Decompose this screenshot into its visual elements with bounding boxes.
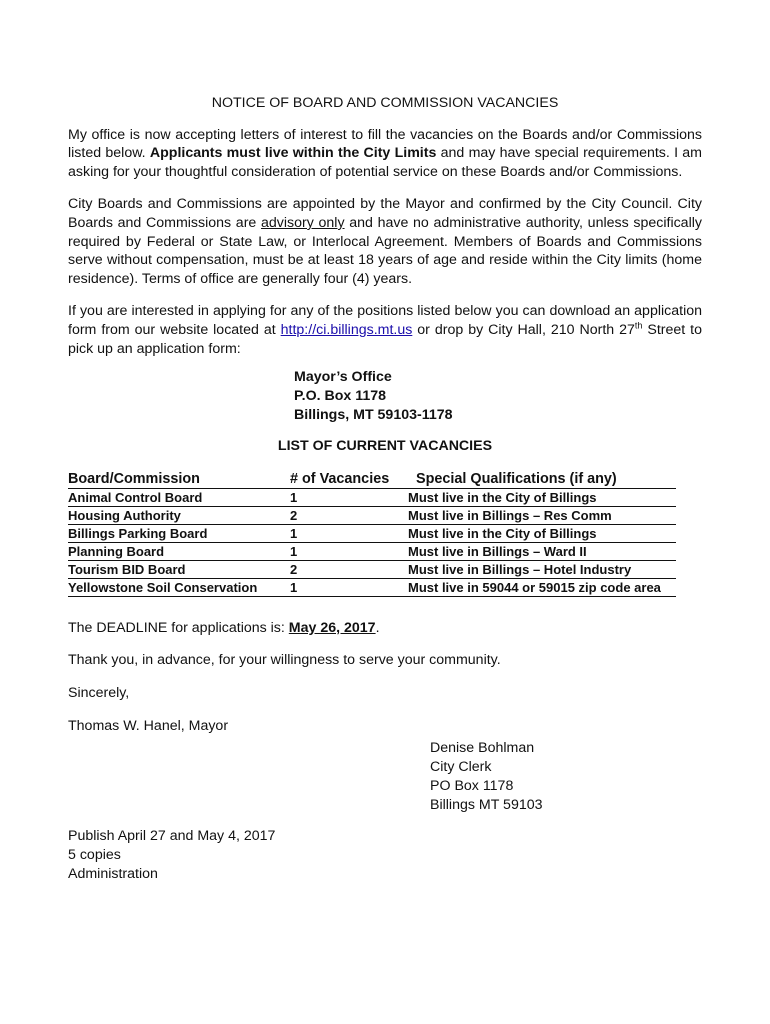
vacancy-count: 2 [290, 560, 390, 578]
thanks-line: Thank you, in advance, for your willingness to serve your community. [68, 652, 501, 669]
deadline-line [68, 619, 702, 638]
document-title: NOTICE OF BOARD AND COMMISSION VACANCIES [211, 95, 559, 111]
intro-text-b: and may have special requirements. I am asking for your thoughtful consideration of potential service on these Boards and/or Commissions. [68, 145, 702, 180]
application-text-a: If you are interested in applying for any of the positions listed below you can download an application form from our website located at [68, 303, 702, 338]
publish-copies: 5 copies [68, 847, 121, 864]
clerk-title: City Clerk [430, 759, 492, 776]
qualification: Must live in Billings – Res Comm [390, 506, 676, 524]
clerk-city: Billings MT 59103 [430, 797, 543, 814]
header-qualifications: Special Qualifications (if any) [390, 470, 676, 489]
clerk-box: PO Box 1178 [430, 778, 514, 795]
address-line-3: Billings, MT 59103-1178 [294, 407, 453, 424]
application-paragraph [68, 302, 702, 358]
clerk-block [430, 739, 702, 815]
advisory-only-text: advisory only [261, 214, 345, 231]
deadline-end: . [375, 619, 380, 636]
table-header-row [68, 470, 676, 489]
appointment-paragraph [68, 195, 702, 288]
table-row [68, 578, 676, 596]
application-text-c: Street to pick up an application form: [68, 321, 702, 357]
sincerely-line: Sincerely, [68, 684, 130, 701]
application-text-b: or drop by City Hall, 210 North 27 [412, 321, 635, 338]
board-name: Animal Control Board [68, 488, 290, 506]
header-board: Board/Commission [68, 470, 290, 489]
mayor-signature: Thomas W. Hanel, Mayor [68, 717, 229, 734]
intro-paragraph [68, 126, 702, 182]
board-name: Yellowstone Soil Conservation [68, 578, 290, 596]
publish-dept: Administration [68, 866, 158, 883]
table-row [68, 542, 676, 560]
qualification: Must live in the City of Billings [390, 488, 676, 506]
table-row [68, 524, 676, 542]
deadline-date: May 26, 2017 [288, 619, 376, 636]
mayor-address [294, 368, 702, 425]
board-name: Tourism BID Board [68, 560, 290, 578]
publish-block [68, 827, 702, 884]
ordinal-suffix: th [634, 320, 643, 331]
qualification: Must live in Billings – Hotel Industry [390, 560, 676, 578]
board-name: Planning Board [68, 542, 290, 560]
address-line-2: P.O. Box 1178 [294, 388, 387, 405]
table-row [68, 488, 676, 506]
qualification: Must live in Billings – Ward II [390, 542, 676, 560]
header-vacancies: # of Vacancies [290, 470, 390, 487]
clerk-name: Denise Bohlman [430, 740, 535, 757]
vacancies-heading: LIST OF CURRENT VACANCIES [277, 438, 493, 455]
board-name: Billings Parking Board [68, 524, 290, 542]
notice-document [68, 94, 702, 884]
board-name: Housing Authority [68, 506, 290, 524]
intro-text-a: My office is now accepting letters of interest to fill the vacancies on the Boards and/or Commissions listed below. [68, 126, 702, 162]
vacancy-count: 1 [290, 524, 390, 542]
vacancy-count: 1 [290, 542, 390, 560]
website-link[interactable]: http://ci.billings.mt.us [280, 321, 413, 338]
table-row [68, 560, 676, 578]
vacancy-count: 1 [290, 488, 390, 506]
table-row [68, 506, 676, 524]
appointment-text-a: City Boards and Commissions are appointed by the Mayor and confirmed by the City Council. City Boards and Commissions are [68, 196, 702, 231]
vacancy-count: 2 [290, 506, 390, 524]
vacancies-table [68, 470, 676, 597]
address-line-1: Mayor’s Office [294, 369, 392, 386]
residency-requirement: Applicants must live within the City Limits [149, 145, 437, 162]
vacancy-count: 1 [290, 578, 390, 596]
qualification: Must live in 59044 or 59015 zip code area [390, 578, 676, 596]
publish-dates: Publish April 27 and May 4, 2017 [68, 828, 276, 845]
appointment-text-b: and have no administrative authority, unless specifically required by Federal or State Law, or Interlocal Agreement. Members of Boards and Commissions serve without compensation, must be at least 18 years of age and reside within the City limits (home residence). Terms of office are generally four (4) years. [68, 214, 702, 287]
qualification: Must live in the City of Billings [390, 524, 676, 542]
deadline-text: The DEADLINE for applications is: [68, 619, 289, 636]
